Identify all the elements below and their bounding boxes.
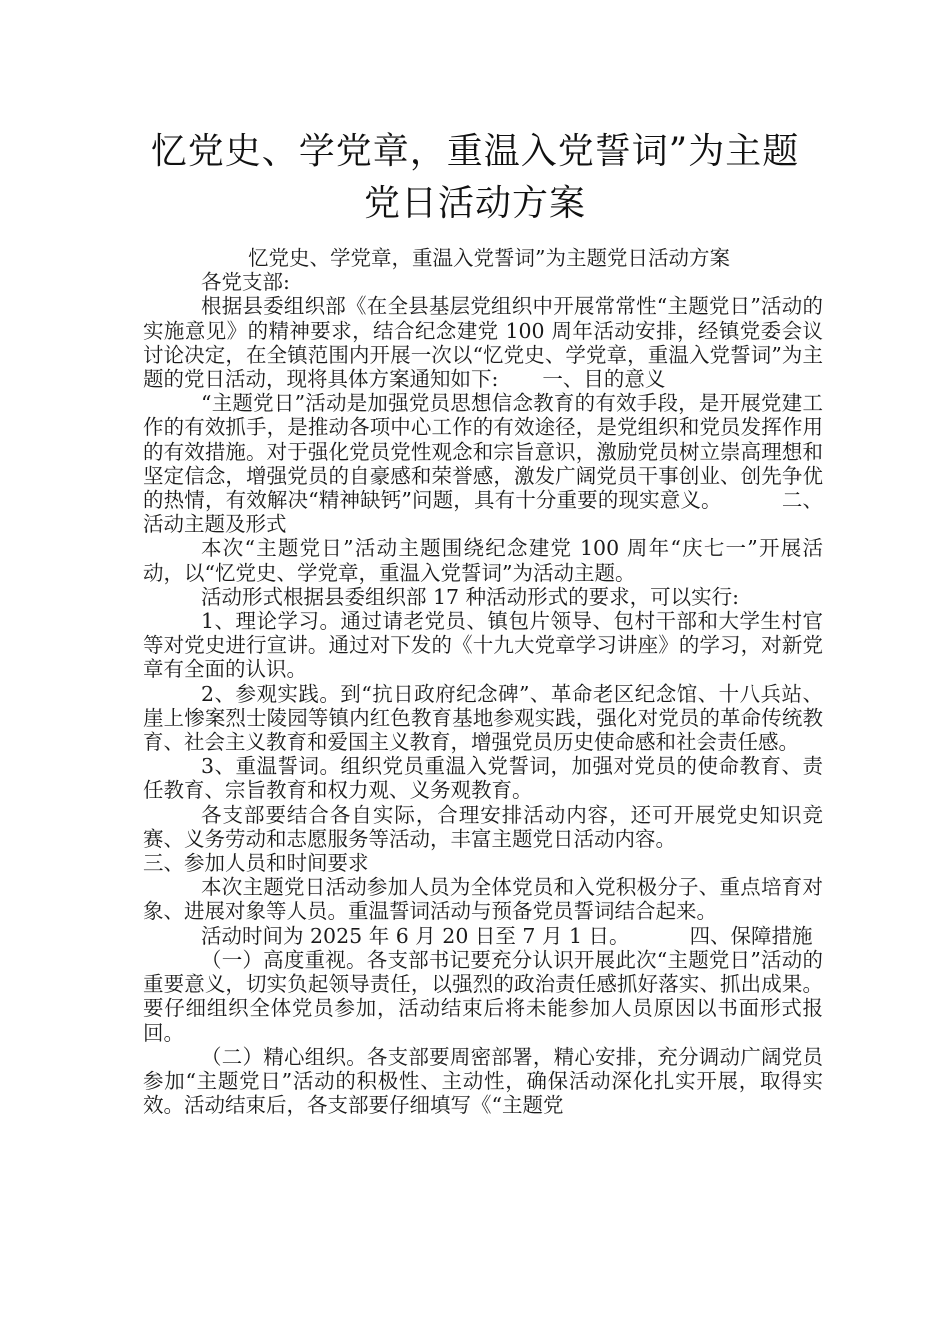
purpose-paragraph xyxy=(143,391,823,536)
measure-2: （二）精心组织。各支部要周密部署，精心安排，充分调动广阔党员参加“主题党日”活动的积极性、主动性，确保活动深化扎实开展，取得实效。活动结束后，各支部要仔细填写《“主题党 xyxy=(143,1044,823,1118)
intro-text: 根据县委组织部《在全县基层党组织中开展常常性“主题党日”活动的实施意见》的精神要求，结合纪念建党 100 周年活动安排，经镇党委会议讨论决定，在全镇范围内开展一次以“忆党史、学党章，重温入党誓词”为主题的党日活动，现将具体方案通知如下: xyxy=(143,294,823,392)
document-title-line-1: 忆党史、学党章，重温入党誓词”为主题 xyxy=(150,131,800,172)
activity-item-1: 1、理论学习。通过请老党员、镇包片领导、包村干部和大学生村官等对党史进行宣讲。通过对下发的《十九大党章学习讲座》的学习，对新党章有全面的认识。 xyxy=(143,609,823,682)
time-text: 活动时间为 2025 年 6 月 20 日至 7 月 1 日。 xyxy=(201,923,630,948)
purpose-text: “主题党日”活动是加强党员思想信念教育的有效手段，是开展党建工作的有效抓手，是推动各项中心工作的有效途径，是党组织和党员发挥作用的有效措施。对于强化党员党性观念和宗旨意识，激励党员树立崇高理想和坚定信念，增强党员的自豪感和荣誉感，激发广阔党员干事创业、创先争优的热情，有效解决“精神缺钙”问题，具有十分重要的现实意义。 xyxy=(143,391,823,513)
salutation: 各党支部: xyxy=(201,270,290,295)
document-body xyxy=(143,246,823,1117)
section-heading-1: 一、目的意义 xyxy=(542,367,666,392)
theme-paragraph: 本次“主题党日”活动主题围绕纪念建党 100 周年“庆七一”开展活动，以“忆党史、学党章，重温入党誓词”为活动主题。 xyxy=(143,536,823,585)
document-title-line-2: 党日活动方案 xyxy=(363,183,586,224)
section-heading-4: 四、保障措施 xyxy=(689,923,813,948)
measure-1: （一）高度重视。各支部书记要充分认识开展此次“主题党日”活动的重要意义，切实负起领导责任，以强烈的政治责任感抓好落实、抓出成果。要仔细组织全体党员参加，活动结束后将未能参加人员原因以书面形式报回。 xyxy=(143,947,823,1045)
section-heading-3: 三、参加人员和时间要求 xyxy=(143,851,369,876)
intro-paragraph xyxy=(143,294,823,391)
activity-item-3: 3、重温誓词。组织党员重温入党誓词，加强对党员的使命教育、责任教育、宗旨教育和权力观、义务观教育。 xyxy=(143,754,823,803)
document-subtitle: 忆党史、学党章，重温入党誓词”为主题党日活动方案 xyxy=(248,246,730,270)
forms-paragraph: 活动形式根据县委组织部 17 种活动形式的要求，可以实行: xyxy=(201,584,740,609)
extra-activities-paragraph: 各支部要结合各自实际，合理安排活动内容，还可开展党史知识竞赛、义务劳动和志愿服务等活动，丰富主题党日活动内容。 xyxy=(143,802,823,851)
activity-item-2: 2、参观实践。到“抗日政府纪念碑”、革命老区纪念馆、十八兵站、崖上惨案烈士陵园等镇内红色教育基地参观实践，强化对党员的革命传统教育、社会主义教育和爱国主义教育，增强党员历史使命感和社会责任感。 xyxy=(143,681,823,755)
time-paragraph xyxy=(143,924,823,948)
section-heading-2: 二、活动主题及形式 xyxy=(143,488,823,537)
participants-paragraph: 本次主题党日活动参加人员为全体党员和入党积极分子、重点培育对象、进展对象等人员。重温誓词活动与预备党员誓词结合起来。 xyxy=(143,875,823,924)
